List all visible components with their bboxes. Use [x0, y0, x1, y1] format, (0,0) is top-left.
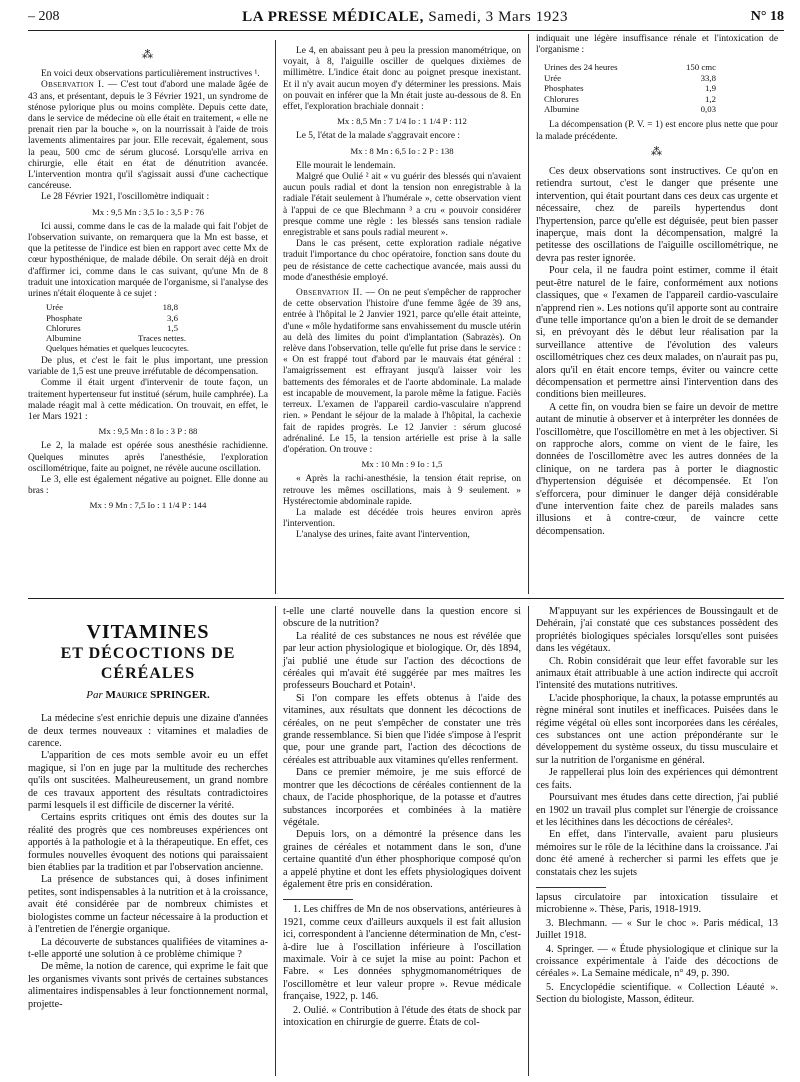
paragraph: Le 28 Février 1921, l'oscillomètre indiquait :	[41, 192, 210, 203]
paragraph: Le 2, la malade est opérée sous anesthésie rachidienne. Quelques minutes après l'anesthésie, l'exploration oscillométrique, faite au poignet, ne révèle aucune oscillation.	[28, 441, 268, 474]
article-subtitle: ET DÉCOCTIONS DE CÉRÉALES	[60, 645, 236, 682]
paragraph: Certains esprits critiques ont émis des doutes sur la réalité des progrès que ces nombreuses expériences ont apportés à la pathologie et à la thérapeutique. En effet, ces formules nouvelles évoquent des notions qui paraissaient bien établies par la tradition et par l'observation ancienne.	[28, 812, 268, 874]
paragraph: De même, la notion de carence, qui exprime le fait que les organismes vivants sont privés de certaines substances alimentaires indispensables à leur fonctionnement normal, projette-	[28, 961, 268, 1010]
footnote: 4. Springer. — « Étude physiologique et clinique sur la croissance expérimentale à l'aide des décoctions de céréales ». La Semaine médicale, n° 49, p. 390.	[536, 943, 778, 980]
paragraph: Elle mourait le lendemain.	[296, 160, 396, 171]
lab-note: Quelques hématies et quelques leucocytes.	[46, 343, 190, 353]
lab-row	[46, 323, 268, 333]
lab-row	[46, 302, 268, 312]
top-column-2	[283, 46, 521, 594]
top-column-1	[28, 46, 268, 594]
issue-number: N° 18	[750, 9, 784, 24]
urine-analysis-table	[28, 302, 268, 354]
paragraph: L'acide phosphorique, la chaux, la potasse empruntés au règne minéral sont inutiles et inefficaces. Puisées dans le régime végétal où elles sont incorporées dans les céréales, ces substances ont une action prépondérante sur le développement du système osseux, du tissu musculaire et sur la nutrition de l'organisme en général.	[536, 692, 778, 766]
observation-paragraph	[283, 288, 521, 456]
column-rule	[528, 606, 529, 1076]
section-asterism: ⁂	[651, 145, 663, 158]
footnote: 2. Oulié. « Contribution à l'étude des états de shock par intoxication en chirurgie de guerre. États de col-	[283, 1004, 521, 1028]
measurement-line: Mx : 10 Mn : 9 Io : 1,5	[361, 459, 443, 470]
lab-name: Chlorures	[544, 93, 579, 104]
lab-name: Phosphates	[544, 83, 584, 94]
paragraph: Si l'on compare les effets obtenus à l'aide des vitamines, aux résultats que donnent les décoctions de céréales, on ne peut s'empêcher de constater une très grande ressemblance. Si bien que l'idée s'impose à l'esprit que, pour une grande part, l'action des décoctions de céréales est attribuable aux vitamines qu'elles renferment.	[283, 692, 521, 766]
article-byline	[28, 690, 268, 701]
journal-masthead	[242, 9, 568, 26]
paragraph: L'apparition de ces mots semble avoir eu un effet magique, si l'on en juge par la multitude des recherches qu'ils ont suscitées. Malheureusement, un grand nombre de ces travaux apportent des résultats contradictoires parmi lesquels il est difficile de discerner la vérité.	[28, 750, 268, 812]
paragraph: Pour cela, il ne faudra point estimer, comme il était peut-être naturel de le faire, conformément aux notions classiques, que « l'examen de l'appareil cardio-vasculaire n'apprend rien ». Les notions qu'il apporte sont au contraire d'une telle importance qu'on a bien le droit de se demander si, en prévoyant dès le début leur réalisation par la surveillance attentive de l'évolution des valeurs oscillométriques chez ces deux malades, on n'aurait pas pu, alors qu'il en était encore temps, éviter ou vaincre cette décompensation et permettre ainsi l'intervention dans des conditions bien meilleures.	[536, 265, 778, 401]
lab-value: 1,5	[167, 323, 178, 334]
lab-name: Urines des 24 heures	[544, 62, 618, 73]
lab-name: Chlorures	[46, 323, 81, 334]
lab-row	[46, 333, 268, 343]
column-rule	[275, 606, 276, 1076]
paragraph: En effet, dans l'intervalle, avaient paru plusieurs mémoires sur le rôle de la lécithine dans la croissance. J'ai donc été amené à rechercher si parmi les effets que je constatais chez les sujets	[536, 829, 778, 878]
observation-text: — C'est tout d'abord une malade âgée de 43 ans, et présentant, depuis le 3 Février 1921, un syndrome de sténose pylorique plus ou moins complète. Depuis cette date, dans le service de médecine où elle était en traitement, « elle ne prenait rien par la bouche », on la nourrissait à l'aide de trois lavements alimentaires par jour. Elle recevait, également, sous la peau, 500 cmc de sérum glucosé. Lorsqu'elle arriva en chirurgie, elle était en état de dénutrition avancée. L'intervention montra qu'il s'agissait aussi d'une cachectique cancéreuse.	[28, 80, 268, 192]
paragraph: Je rappellerai plus loin des expériences qui démontrent ces faits.	[536, 767, 778, 791]
measurement-line: Mx : 9 Mn : 7,5 Io : 1 1/4 P : 144	[89, 500, 207, 511]
lab-row	[46, 313, 268, 323]
paragraph: La présence de substances qui, à doses infiniment petites, sont indispensables à la nutrition et à la croissance, avait été considérée par de nombreux chimistes et biologistes comme un facteur nécessaire à la production et à l'entretien de l'énergie organique.	[28, 874, 268, 936]
paragraph: La découverte de substances qualifiées de vitamines a-t-elle apporté une solution à ce problème chimique ?	[28, 936, 268, 960]
issue-date: Samedi, 3 Mars 1923	[428, 8, 569, 25]
paragraph: La malade est décédée trois heures environ après l'intervention.	[283, 507, 521, 530]
paragraph: A cette fin, on voudra bien se faire un devoir de mettre autant de minutie à observer et à interpréter les données de l'oscillomètre, que l'oscillomètre en met à les objectiver. Si on rapproche alors, comme on vient de le faire, les données de l'oscillomètre avec les autres données de la clinique, on ne tardera pas à porter le diagnostic d'hypertension déguisée et décompensée. Et l'on s'efforcera, pour diminuer le danger déjà considérable d'une intervention faite chez de pareils malades sans illusions et à contre-cœur, de vaincre cette décompensation.	[536, 401, 778, 537]
lab-value: 150 cmc	[685, 62, 716, 73]
footnotes	[536, 892, 778, 1007]
measurement-line: Mx : 9,5 Mn : 8 Io : 3 P : 88	[98, 426, 198, 437]
conclusion-text	[536, 166, 778, 538]
lab-value: 1,9	[705, 83, 716, 94]
lab-value: Traces nettes.	[138, 333, 187, 344]
article-title: VITAMINES	[86, 621, 210, 643]
paragraph: De plus, et c'est le fait le plus important, une pression variable de 1,5 est une preuve irréfutable de décompensation.	[28, 355, 268, 378]
lab-value: 3,6	[167, 312, 178, 323]
lab-row	[544, 73, 778, 83]
observation-heading: Observation II.	[296, 288, 363, 299]
footnotes	[283, 904, 521, 1029]
page-header	[28, 4, 784, 31]
paragraph: Le 4, en abaissant peu à peu la pression manométrique, on voyait, à 8, l'aiguille osciller de quelques dixièmes de millimètre. L'indice était donc au poignet presque inexistant. Et il n'y avait aucun moyen d'y déterminer les pressions. Mais on pouvait en inférer que la Mn était juste au-dessous de 8. En effet, l'exploration brachiale donnait :	[283, 46, 521, 113]
footnote: 5. Encyclopédie scientifique. « Collection Léauté ». Section du biologiste, Masson, éditeur.	[536, 981, 778, 1006]
paragraph: La médecine s'est enrichie depuis une dizaine d'années de deux termes nouveaux : vitamines et maladies de carence.	[28, 713, 268, 750]
paragraph: La décompensation (P. V. = 1) est encore plus nette que pour la malade précédente.	[536, 120, 778, 142]
journal-title: LA PRESSE MÉDICALE,	[242, 8, 425, 25]
footnote-rule	[536, 887, 606, 888]
article-column-2	[283, 606, 521, 1076]
paragraph: Ici aussi, comme dans le cas de la malade qui fait l'objet de l'observation suivante, on remarquera que la Mn est basse, et que la petitesse de l'indice est bien en rapport avec cette Mx de cœur hyposthénique, de malade débile. On serait déjà en droit d'affirmer ici, comme dans le cas suivant, qu'une Mn de 8 traduit une intoxication marquée de l'organisme, si l'analyse des urines n'était éloquente à ce sujet :	[28, 221, 268, 300]
author-name: Maurice SPRINGER.	[105, 689, 210, 701]
article-column-3	[536, 606, 778, 1076]
paragraph: M'appuyant sur les expériences de Boussingault et de Dehérain, j'ai constaté que ces substances possèdent des propriétés biologiques spéciales lorsqu'elles sont puisées dans les végétaux.	[536, 606, 778, 655]
paragraph: Dans ce premier mémoire, je me suis efforcé de montrer que les décoctions de céréales contiennent de la chaux, de l'acide phosphorique, de la potasse et d'autres substances incorporées et combinées à la matière végétale.	[283, 767, 521, 828]
lab-row	[544, 104, 778, 114]
footnote: 1. Les chiffres de Mn de nos observations, antérieures à 1921, comme ceux d'ailleurs auxquels il est fait allusion ici, correspondent à l'ancienne détermination de Mn, c'est-à-dire lue à l'oscillation inférieure à l'oscillation maximale. Voir à ce sujet la mise au point: Pachon et Fabre. « Les données sphygmomanométriques de l'oscillomètre et leur valeur propre ». Revue médicale française, 1922, p. 146.	[283, 904, 521, 1003]
observation-paragraph	[28, 80, 268, 192]
paragraph: L'analyse des urines, faite avant l'intervention,	[296, 530, 470, 541]
lab-name: Albumine	[544, 104, 580, 115]
lab-row	[544, 62, 778, 72]
column-rule	[275, 40, 276, 594]
lab-value: 0,03	[700, 104, 716, 115]
paragraph: En voici deux observations particulièrement instructives ¹.	[41, 69, 260, 80]
footnote: 3. Blechmann. — « Sur le choc ». Paris médical, 13 Juillet 1918.	[536, 917, 778, 942]
lab-name: Urée	[544, 72, 562, 83]
paragraph: Le 5, l'état de la malade s'aggravait encore :	[296, 131, 460, 142]
section-asterism: ⁂	[142, 49, 154, 61]
lab-name: Phosphate	[46, 312, 83, 323]
lab-name: Albumine	[46, 333, 82, 344]
column-rule	[528, 34, 529, 594]
paragraph: Ces deux observations sont instructives. Ce qu'on en retiendra surtout, c'est le danger que présente une intervention, qui était pourtant dans ces deux cas urgente et nécessaire, chez de pareils hypertendus dont l'hypertension, parce qu'elle est déguisée, peut bien passer inaperçue, mais dont la décompensation, malgré la petitesse des oscillations de l'aiguille oscillométrique, ne devra pas rester ignorée.	[536, 166, 778, 264]
measurement-line: Mx : 9,5 Mn : 3,5 Io : 3,5 P : 76	[91, 206, 205, 217]
paragraph: Ch. Robin considérait que leur effet favorable sur les animaux était attribuable à une action indirecte qui accroît l'intensité des mutations nutritives.	[536, 655, 778, 692]
paragraph: La réalité de ces substances ne nous est révélée que par leur action physiologique et biologique. Or, dès 1894, j'ai publié une étude sur l'action des décoctions de céréales qui m'avait été suggérée par mes maîtres les professeurs Bouchard et Potain¹.	[283, 630, 521, 692]
lab-value: 1,2	[705, 93, 716, 104]
measurement-line: Mx : 8 Mn : 6,5 Io : 2 P : 138	[350, 145, 454, 156]
section-divider	[28, 598, 784, 599]
observation-text: — On ne peut s'empêcher de rapprocher de cette observation l'histoire d'une femme âgée de 39 ans, entrée à l'hôpital le 2 Janvier 1921, parce qu'elle était atteinte, d'une « môle hydatiforme sans envahissement du muscle utérin au delà des limites du point d'implantation (Sabrazès). On relève dans l'observation, telle qu'elle fut prise dans le service : « On est frappé tout d'abord par le mauvais état général : l'amaigrissement est effrayant jusqu'à laisser voir les battements des fémorales et de l'aorte abdominale. La malade est incapable de mouvement, la parole même la fatigue. Faciès terreux. L'examen de l'appareil cardio-vasculaire n'apprend rien. » Pendant le séjour de la malade à l'hôpital, la cachexie fait de rapides progrès. Le 12 Janvier : sérum glucosé adrénaliné. Le 15, la tension artérielle est prise à la salle d'opération. On trouve :	[283, 288, 521, 455]
paragraph: Depuis lors, on a démontré la présence dans les graines de céréales et notamment dans le son, d'une certaine quantité d'un éther phosphorique composé qu'on a appelé phytine et dont les effets physiologiques doivent également être pris en considération.	[283, 829, 521, 890]
urine-analysis-table	[536, 62, 778, 114]
byline-prefix: Par	[86, 689, 106, 701]
paragraph: Comme il était urgent d'intervenir de toute façon, un traitement hypertenseur fut institué (sérum, huile camphrée). La malade réagit mal à cette médication. On trouvait, en effet, le 1er Mars 1921 :	[28, 378, 268, 422]
top-column-3	[536, 34, 778, 594]
paragraph: Poursuivant mes études dans cette direction, j'ai publié en 1902 un travail plus complet sur l'énergie de croissance et les lécithines dans les décoctions de céréales².	[536, 792, 778, 828]
measurement-line: Mx : 8,5 Mn : 7 1/4 Io : 1 1/4 P : 112	[337, 116, 467, 127]
footnote: lapsus circulatoire par intoxication tissulaire et microbienne ». Thèse, Paris, 1918-1919.	[536, 891, 778, 916]
paragraph: t-elle une clarté nouvelle dans la question encore si obscure de la nutrition?	[283, 606, 521, 630]
paragraph: Malgré que Oulié ² ait « vu guérir des blessés qui n'avaient aucun pouls radial et dont la tension non enregistrable à la radiale l'était seulement à l'humérale », cette observation vient à l'appui de ce que Blechmann ³ a cru « pouvoir considérer presque comme une règle : les blessés sans tension radiale enregistrable et sans pouls radial meurent ».	[283, 172, 521, 239]
lab-value: 33,8	[700, 72, 716, 83]
observation-heading: Observation I.	[41, 80, 105, 91]
lab-row	[544, 94, 778, 104]
lab-row	[544, 83, 778, 93]
paragraph: Le 3, elle est également négative au poignet. Elle donne au bras :	[28, 474, 268, 497]
lab-value: 18,8	[162, 302, 178, 313]
paragraph: indiquait une légère insuffisance rénale et l'intoxication de l'organisme :	[536, 34, 778, 56]
lab-name: Urée	[46, 302, 64, 313]
paragraph: « Après la rachi-anesthésie, la tension était reprise, on retrouve les mêmes oscillations, mais à 9 seulement. » Hystérectomie abdominale rapide.	[283, 474, 521, 507]
article-column-1	[28, 606, 268, 1076]
paragraph: Dans le cas présent, cette exploration radiale négative traduit l'importance du choc opératoire, fonction sans doute du peu de résistance de cette cachectique avancée, mais aussi du mode d'anesthésie employé.	[283, 239, 521, 283]
page-number: – 208	[28, 9, 60, 24]
footnote-rule	[283, 899, 353, 900]
